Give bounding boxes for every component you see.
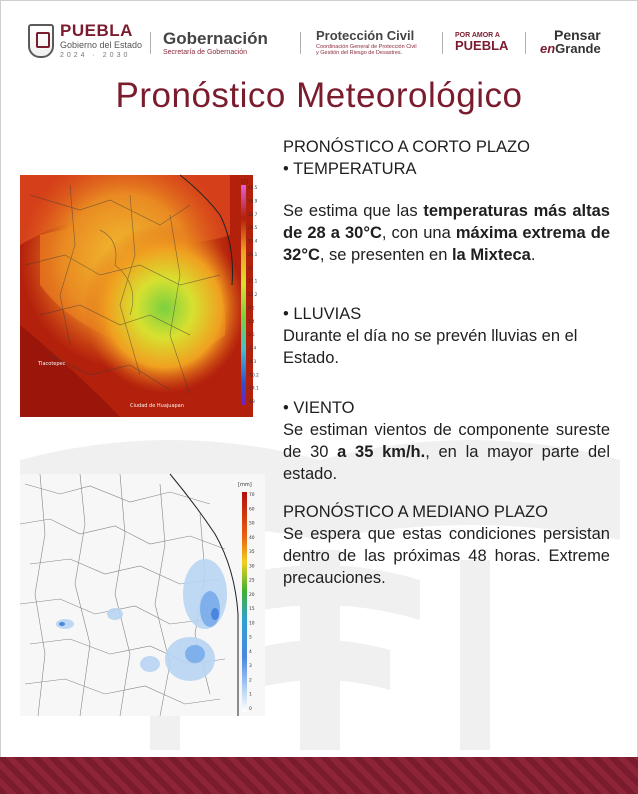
header-logos: [0, 0, 638, 72]
header-divider: [300, 32, 301, 54]
temperature-map-label: Tlacotepec: [38, 361, 66, 367]
rain-legend-unit: [mm]: [238, 482, 252, 488]
pensar-top: Pensar: [553, 27, 601, 43]
page-title: Pronóstico Meteorológico: [115, 76, 523, 115]
legend-tick-label: 21: [248, 265, 254, 271]
legend-tick-label: 30.5: [248, 225, 258, 231]
legend-tick-label: -10.2: [248, 372, 259, 378]
header-divider: [442, 32, 443, 54]
medium-term-heading: PRONÓSTICO A MEDIANO PLAZO: [283, 503, 548, 521]
legend-tick-label: 24.1: [248, 251, 258, 257]
rain-block: [283, 303, 610, 369]
legend-tick-label: 40.5: [248, 185, 258, 190]
temperature-range: temperaturas más altas de 28 a 30°C: [283, 202, 610, 242]
temperature-text: .: [530, 246, 536, 264]
por-amor-small: POR AMOR A: [455, 32, 500, 39]
legend-tick-label: 15: [249, 607, 255, 613]
gobernacion-title: Gobernación: [163, 29, 268, 48]
legend-tick-label: 27.4: [248, 238, 258, 244]
legend-tick-label: 30: [249, 564, 255, 570]
legend-tick-label: -6.3: [248, 358, 257, 364]
puebla-logo-subtitle: Gobierno del Estado: [60, 40, 143, 50]
wind-speed: a 35 km/h.: [337, 443, 426, 461]
legend-tick-label: 60: [249, 507, 255, 513]
wind-text: , en la mayor parte del estado.: [283, 443, 611, 483]
temperature-paragraph: [283, 200, 610, 266]
proteccion-civil-line1: Coordinación General de Protección Civil: [316, 44, 417, 50]
pensar-bottom: [540, 42, 601, 55]
gobernacion-subtitle: Secretaría de Gobernación: [163, 49, 248, 56]
legend-tick-label: 13.2: [248, 292, 258, 297]
temperature-text: , se presenten en: [319, 246, 452, 264]
legend-tick-label: 35: [249, 550, 255, 556]
legend-tick-label: 33.7: [248, 211, 258, 217]
puebla-logo-title: PUEBLA: [60, 21, 133, 40]
puebla-logo-years: 2024 · 2030: [60, 52, 131, 59]
temperature-heading: • TEMPERATURA: [283, 160, 417, 178]
temperature-region: la Mixteca: [451, 246, 531, 264]
rain-map: [20, 474, 265, 716]
pensar-en: en: [540, 41, 556, 56]
legend-tick-label: 17.1: [248, 278, 258, 284]
legend-tick-label: 25: [249, 578, 255, 584]
legend-tick-label: 5.4: [248, 318, 255, 324]
legend-tick-label: 70: [249, 493, 255, 498]
short-term-heading: PRONÓSTICO A CORTO PLAZO: [283, 138, 530, 156]
temperature-max: máxima extrema de 32°C: [283, 224, 610, 264]
gobernacion-logo: [163, 30, 268, 57]
temperature-map-graphic: [20, 175, 259, 417]
footer-band: [0, 757, 638, 794]
legend-tick-label: -14.1: [248, 385, 259, 391]
pensar-en-grande-logo: [540, 28, 601, 55]
pensar-grande: Grande: [555, 41, 601, 56]
legend-tick-label: 36.9: [248, 198, 258, 204]
legend-tick-label: 50: [249, 521, 255, 527]
medium-term-text: Se espera que estas condiciones persistan dentro de las próximas 48 horas. Extreme precauciones.: [283, 525, 610, 587]
temperature-legend-unit: [C]: [241, 179, 249, 185]
por-amor-a-puebla-logo: [455, 32, 508, 52]
legend-tick-label: 2: [249, 678, 252, 684]
legend-tick-label: 9.2: [248, 305, 255, 311]
puebla-logo: [28, 22, 142, 59]
header-divider: [525, 32, 526, 54]
legend-tick-label: -18: [248, 399, 255, 404]
wind-block: [283, 397, 610, 485]
medium-term-block: [283, 501, 610, 589]
legend-tick-label: 10: [249, 621, 255, 627]
legend-tick-label: 20: [249, 592, 255, 598]
wind-heading: • VIENTO: [283, 399, 355, 417]
legend-tick-label: -2.4: [248, 345, 257, 351]
header-divider: [150, 32, 151, 54]
rain-map-graphic: [20, 474, 265, 716]
legend-tick-label: 40: [249, 535, 255, 541]
temperature-map-label: Ciudad de Huajuapan: [130, 403, 184, 409]
proteccion-civil-title: Protección Civil: [316, 28, 415, 43]
legend-tick-label: 1.5: [248, 332, 255, 338]
legend-tick-label: 0: [249, 707, 252, 712]
puebla-shield-icon: [28, 24, 54, 58]
rain-heading: • LLUVIAS: [283, 305, 362, 323]
temperature-map: [20, 175, 259, 417]
wind-paragraph: [283, 419, 610, 485]
proteccion-civil-logo: [316, 29, 417, 56]
short-term-heading-block: [283, 136, 610, 180]
rain-text: Durante el día no se prevén lluvias en el Estado.: [283, 327, 578, 367]
legend-tick-label: 1: [249, 692, 252, 698]
legend-tick-label: 3: [249, 664, 252, 670]
legend-tick-label: 5: [249, 635, 252, 641]
proteccion-civil-line2: y Gestión del Riesgo de Desastres.: [316, 50, 403, 57]
temperature-text: Se estima que las: [283, 202, 424, 220]
legend-tick-label: 4: [249, 649, 252, 655]
wind-text: Se estiman vientos de componente sureste de 30: [283, 421, 610, 461]
temperature-text: , con una: [381, 224, 456, 242]
por-amor-big: PUEBLA: [455, 38, 509, 53]
